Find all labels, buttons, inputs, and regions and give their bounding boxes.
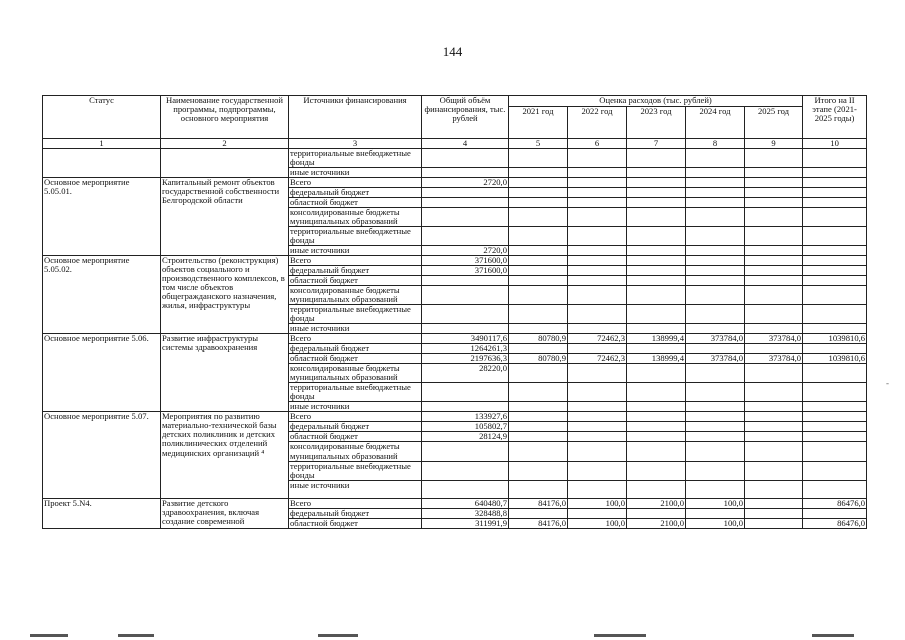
year-value-cell: 373784,0 xyxy=(745,334,803,344)
year-value-cell xyxy=(509,188,568,198)
year-value-cell xyxy=(509,168,568,178)
year-value-cell xyxy=(686,344,745,354)
total-value-cell xyxy=(422,208,509,227)
year-value-cell xyxy=(686,508,745,518)
itogo-value-cell xyxy=(803,149,867,168)
column-number: 6 xyxy=(568,139,627,149)
year-value-cell xyxy=(745,227,803,246)
column-number: 8 xyxy=(686,139,745,149)
year-value-cell xyxy=(745,402,803,412)
year-value-cell xyxy=(627,168,686,178)
table-row xyxy=(43,178,867,188)
source-cell: территориальные внебюджетные фонды xyxy=(289,149,422,168)
year-value-cell: 84176,0 xyxy=(509,498,568,508)
year-value-cell xyxy=(568,276,627,286)
column-number: 9 xyxy=(745,139,803,149)
year-value-cell xyxy=(627,208,686,227)
source-cell: федеральный бюджет xyxy=(289,188,422,198)
total-value-cell: 328488,8 xyxy=(422,508,509,518)
column-number: 10 xyxy=(803,139,867,149)
year-value-cell: 80780,9 xyxy=(509,354,568,364)
year-value-cell xyxy=(745,266,803,276)
year-value-cell xyxy=(627,149,686,168)
itogo-value-cell xyxy=(803,286,867,305)
itogo-value-cell: 1039810,6 xyxy=(803,354,867,364)
itogo-value-cell xyxy=(803,422,867,432)
itogo-value-cell xyxy=(803,227,867,246)
itogo-value-cell xyxy=(803,178,867,188)
year-value-cell xyxy=(627,383,686,402)
year-value-cell xyxy=(568,480,627,498)
header-status: Статус xyxy=(43,96,161,139)
scan-edge xyxy=(0,632,905,640)
year-value-cell xyxy=(627,198,686,208)
year-value-cell xyxy=(568,178,627,188)
total-value-cell xyxy=(422,168,509,178)
year-value-cell xyxy=(568,508,627,518)
year-value-cell xyxy=(627,402,686,412)
year-value-cell xyxy=(509,198,568,208)
year-value-cell xyxy=(745,168,803,178)
year-value-cell xyxy=(745,432,803,442)
year-value-cell xyxy=(568,461,627,480)
year-value-cell: 138999,4 xyxy=(627,334,686,344)
itogo-value-cell xyxy=(803,461,867,480)
header-itogo: Итого на II этапе (2021-2025 годы) xyxy=(803,96,867,139)
year-value-cell xyxy=(568,383,627,402)
year-value-cell xyxy=(627,442,686,461)
year-value-cell xyxy=(568,188,627,198)
year-value-cell xyxy=(686,276,745,286)
year-value-cell: 100,0 xyxy=(686,518,745,528)
year-value-cell: 2100,0 xyxy=(627,518,686,528)
source-cell: федеральный бюджет xyxy=(289,422,422,432)
year-value-cell xyxy=(745,498,803,508)
year-value-cell xyxy=(627,286,686,305)
status-cell: Основное мероприятие 5.05.01. xyxy=(43,178,161,256)
year-value-cell xyxy=(509,432,568,442)
status-cell: Основное мероприятие 5.05.02. xyxy=(43,256,161,334)
year-value-cell xyxy=(568,324,627,334)
name-cell: Мероприятия по развитию материально-технической базы детских поликлиник и детских поликлинических отделений медицинских организаций ⁴ xyxy=(161,412,289,498)
column-number: 7 xyxy=(627,139,686,149)
year-value-cell xyxy=(686,149,745,168)
total-value-cell xyxy=(422,286,509,305)
year-value-cell xyxy=(686,432,745,442)
itogo-value-cell xyxy=(803,364,867,383)
year-value-cell xyxy=(568,286,627,305)
total-value-cell: 28220,0 xyxy=(422,364,509,383)
total-value-cell: 133927,6 xyxy=(422,412,509,422)
year-value-cell xyxy=(686,412,745,422)
year-value-cell xyxy=(686,198,745,208)
margin-mark: - xyxy=(886,378,889,388)
year-value-cell xyxy=(568,266,627,276)
year-value-cell xyxy=(568,208,627,227)
year-value-cell xyxy=(568,198,627,208)
header-total: Общий объём финансирования, тыс. рублей xyxy=(422,96,509,139)
total-value-cell: 2720,0 xyxy=(422,178,509,188)
year-value-cell xyxy=(745,256,803,266)
year-value-cell xyxy=(509,324,568,334)
year-value-cell xyxy=(627,305,686,324)
financing-table xyxy=(42,95,867,529)
total-value-cell xyxy=(422,188,509,198)
source-cell: иные источники xyxy=(289,402,422,412)
year-value-cell xyxy=(686,422,745,432)
total-value-cell xyxy=(422,324,509,334)
table-body xyxy=(43,149,867,529)
itogo-value-cell: 86476,0 xyxy=(803,518,867,528)
total-value-cell: 2197636,3 xyxy=(422,354,509,364)
year-value-cell: 138999,4 xyxy=(627,354,686,364)
source-cell: областной бюджет xyxy=(289,432,422,442)
itogo-value-cell: 1039810,6 xyxy=(803,334,867,344)
year-value-cell xyxy=(686,188,745,198)
year-value-cell xyxy=(745,188,803,198)
column-number: 3 xyxy=(289,139,422,149)
year-value-cell xyxy=(509,508,568,518)
year-value-cell xyxy=(686,246,745,256)
header-estimate: Оценка расходов (тыс. рублей) xyxy=(509,96,803,107)
total-value-cell: 3490117,6 xyxy=(422,334,509,344)
year-value-cell xyxy=(745,305,803,324)
year-value-cell xyxy=(745,383,803,402)
source-cell: федеральный бюджет xyxy=(289,344,422,354)
source-cell: областной бюджет xyxy=(289,276,422,286)
total-value-cell xyxy=(422,461,509,480)
year-value-cell xyxy=(745,442,803,461)
year-value-cell xyxy=(627,344,686,354)
source-cell: территориальные внебюджетные фонды xyxy=(289,383,422,402)
itogo-value-cell xyxy=(803,208,867,227)
column-number: 5 xyxy=(509,139,568,149)
year-value-cell xyxy=(627,178,686,188)
status-cell: Проект 5.N4. xyxy=(43,498,161,528)
year-value-cell xyxy=(568,422,627,432)
year-value-cell xyxy=(745,422,803,432)
status-cell: Основное мероприятие 5.06. xyxy=(43,334,161,412)
year-value-cell xyxy=(627,188,686,198)
header-year: 2021 год xyxy=(509,107,568,139)
year-value-cell xyxy=(627,324,686,334)
year-value-cell xyxy=(745,198,803,208)
year-value-cell xyxy=(686,402,745,412)
name-cell: Развитие детского здравоохранения, включая создание современной xyxy=(161,498,289,528)
year-value-cell xyxy=(686,178,745,188)
year-value-cell xyxy=(509,178,568,188)
year-value-cell xyxy=(627,412,686,422)
year-value-cell xyxy=(627,432,686,442)
year-value-cell xyxy=(627,508,686,518)
year-value-cell xyxy=(745,461,803,480)
itogo-value-cell xyxy=(803,402,867,412)
total-value-cell: 1264261,3 xyxy=(422,344,509,354)
source-cell: федеральный бюджет xyxy=(289,508,422,518)
year-value-cell xyxy=(745,518,803,528)
itogo-value-cell xyxy=(803,412,867,422)
year-value-cell xyxy=(745,344,803,354)
year-value-cell xyxy=(509,422,568,432)
itogo-value-cell xyxy=(803,305,867,324)
itogo-value-cell xyxy=(803,442,867,461)
year-value-cell xyxy=(509,246,568,256)
year-value-cell: 80780,9 xyxy=(509,334,568,344)
itogo-value-cell xyxy=(803,246,867,256)
itogo-value-cell xyxy=(803,480,867,498)
year-value-cell xyxy=(568,305,627,324)
year-value-cell xyxy=(568,442,627,461)
total-value-cell: 371600,0 xyxy=(422,266,509,276)
status-cell: Основное мероприятие 5.07. xyxy=(43,412,161,498)
total-value-cell xyxy=(422,276,509,286)
itogo-value-cell xyxy=(803,383,867,402)
year-value-cell xyxy=(686,442,745,461)
source-cell: Всего xyxy=(289,412,422,422)
source-cell: территориальные внебюджетные фонды xyxy=(289,461,422,480)
year-value-cell xyxy=(627,266,686,276)
year-value-cell xyxy=(686,168,745,178)
year-value-cell xyxy=(745,286,803,305)
year-value-cell: 2100,0 xyxy=(627,498,686,508)
year-value-cell xyxy=(509,461,568,480)
year-value-cell xyxy=(686,227,745,246)
total-value-cell: 371600,0 xyxy=(422,256,509,266)
page-number: 144 xyxy=(442,44,463,59)
table-row xyxy=(43,256,867,266)
year-value-cell xyxy=(509,402,568,412)
itogo-value-cell xyxy=(803,198,867,208)
year-value-cell xyxy=(627,276,686,286)
itogo-value-cell xyxy=(803,168,867,178)
year-value-cell xyxy=(509,412,568,422)
year-value-cell xyxy=(568,344,627,354)
year-value-cell xyxy=(509,305,568,324)
itogo-value-cell xyxy=(803,324,867,334)
year-value-cell: 373784,0 xyxy=(686,334,745,344)
year-value-cell xyxy=(686,208,745,227)
source-cell: областной бюджет xyxy=(289,354,422,364)
year-value-cell: 100,0 xyxy=(686,498,745,508)
total-value-cell xyxy=(422,480,509,498)
year-value-cell xyxy=(686,256,745,266)
year-value-cell: 72462,3 xyxy=(568,354,627,364)
year-value-cell xyxy=(568,149,627,168)
header-year: 2023 год xyxy=(627,107,686,139)
year-value-cell xyxy=(568,402,627,412)
year-value-cell xyxy=(627,227,686,246)
name-cell: Строительство (реконструкция) объектов социального и производственного комплексов, в том числе объектов общегражданского назначения, жилья, инфраструктуры xyxy=(161,256,289,334)
source-cell: областной бюджет xyxy=(289,518,422,528)
total-value-cell xyxy=(422,149,509,168)
year-value-cell: 100,0 xyxy=(568,498,627,508)
name-cell: Капитальный ремонт объектов государственной собственности Белгородской области xyxy=(161,178,289,256)
year-value-cell xyxy=(686,286,745,305)
itogo-value-cell xyxy=(803,266,867,276)
header-year: 2024 год xyxy=(686,107,745,139)
year-value-cell xyxy=(686,266,745,276)
year-value-cell xyxy=(509,480,568,498)
year-value-cell xyxy=(745,324,803,334)
year-value-cell xyxy=(509,149,568,168)
name-cell: Развитие инфраструктуры системы здравоохранения xyxy=(161,334,289,412)
year-value-cell xyxy=(509,208,568,227)
year-value-cell xyxy=(745,412,803,422)
year-value-cell xyxy=(627,461,686,480)
year-value-cell xyxy=(509,256,568,266)
year-value-cell xyxy=(568,412,627,422)
source-cell: территориальные внебюджетные фонды xyxy=(289,227,422,246)
year-value-cell: 84176,0 xyxy=(509,518,568,528)
year-value-cell xyxy=(686,305,745,324)
name-cell xyxy=(161,149,289,178)
source-cell: консолидированные бюджеты муниципальных образований xyxy=(289,442,422,461)
column-number: 4 xyxy=(422,139,509,149)
source-cell: иные источники xyxy=(289,246,422,256)
year-value-cell xyxy=(745,480,803,498)
source-cell: федеральный бюджет xyxy=(289,266,422,276)
year-value-cell xyxy=(509,286,568,305)
header-name: Наименование государственной программы, подпрограммы, основного мероприятия xyxy=(161,96,289,139)
year-value-cell xyxy=(686,461,745,480)
year-value-cell xyxy=(745,246,803,256)
year-value-cell: 72462,3 xyxy=(568,334,627,344)
year-value-cell xyxy=(509,442,568,461)
year-value-cell xyxy=(509,383,568,402)
itogo-value-cell xyxy=(803,256,867,266)
year-value-cell xyxy=(745,276,803,286)
year-value-cell xyxy=(627,480,686,498)
year-value-cell xyxy=(686,383,745,402)
itogo-value-cell xyxy=(803,508,867,518)
total-value-cell: 2720,0 xyxy=(422,246,509,256)
header-year: 2022 год xyxy=(568,107,627,139)
year-value-cell xyxy=(509,364,568,383)
itogo-value-cell xyxy=(803,344,867,354)
year-value-cell xyxy=(509,344,568,354)
column-number: 1 xyxy=(43,139,161,149)
source-cell: территориальные внебюджетные фонды xyxy=(289,305,422,324)
source-cell: консолидированные бюджеты муниципальных образований xyxy=(289,286,422,305)
total-value-cell: 28124,9 xyxy=(422,432,509,442)
year-value-cell xyxy=(568,227,627,246)
source-cell: иные источники xyxy=(289,324,422,334)
year-value-cell xyxy=(509,276,568,286)
status-cell xyxy=(43,149,161,178)
source-cell: Всего xyxy=(289,178,422,188)
year-value-cell xyxy=(627,422,686,432)
itogo-value-cell: 86476,0 xyxy=(803,498,867,508)
total-value-cell xyxy=(422,305,509,324)
itogo-value-cell xyxy=(803,276,867,286)
year-value-cell: 373784,0 xyxy=(686,354,745,364)
table-row xyxy=(43,412,867,422)
year-value-cell xyxy=(745,364,803,383)
table-row xyxy=(43,334,867,344)
year-value-cell xyxy=(568,432,627,442)
year-value-cell xyxy=(686,480,745,498)
total-value-cell xyxy=(422,383,509,402)
table-row xyxy=(43,149,867,168)
year-value-cell xyxy=(627,256,686,266)
year-value-cell: 373784,0 xyxy=(745,354,803,364)
source-cell: иные источники xyxy=(289,480,422,498)
year-value-cell xyxy=(745,149,803,168)
header-year: 2025 год xyxy=(745,107,803,139)
year-value-cell xyxy=(686,324,745,334)
year-value-cell xyxy=(627,246,686,256)
year-value-cell xyxy=(745,178,803,188)
year-value-cell xyxy=(568,256,627,266)
total-value-cell: 105802,7 xyxy=(422,422,509,432)
year-value-cell xyxy=(509,266,568,276)
year-value-cell xyxy=(568,168,627,178)
source-cell: Всего xyxy=(289,256,422,266)
year-value-cell xyxy=(627,364,686,383)
itogo-value-cell xyxy=(803,432,867,442)
total-value-cell: 311991,9 xyxy=(422,518,509,528)
total-value-cell xyxy=(422,227,509,246)
year-value-cell xyxy=(568,246,627,256)
source-cell: областной бюджет xyxy=(289,198,422,208)
year-value-cell: 100,0 xyxy=(568,518,627,528)
year-value-cell xyxy=(568,364,627,383)
itogo-value-cell xyxy=(803,188,867,198)
total-value-cell xyxy=(422,442,509,461)
year-value-cell xyxy=(686,364,745,383)
year-value-cell xyxy=(745,208,803,227)
source-cell: консолидированные бюджеты муниципальных образований xyxy=(289,364,422,383)
header-source: Источники финансирования xyxy=(289,96,422,139)
total-value-cell xyxy=(422,402,509,412)
year-value-cell xyxy=(509,227,568,246)
source-cell: Всего xyxy=(289,334,422,344)
table-row xyxy=(43,498,867,508)
source-cell: иные источники xyxy=(289,168,422,178)
column-number: 2 xyxy=(161,139,289,149)
total-value-cell: 640480,7 xyxy=(422,498,509,508)
total-value-cell xyxy=(422,198,509,208)
source-cell: консолидированные бюджеты муниципальных образований xyxy=(289,208,422,227)
source-cell: Всего xyxy=(289,498,422,508)
year-value-cell xyxy=(745,508,803,518)
